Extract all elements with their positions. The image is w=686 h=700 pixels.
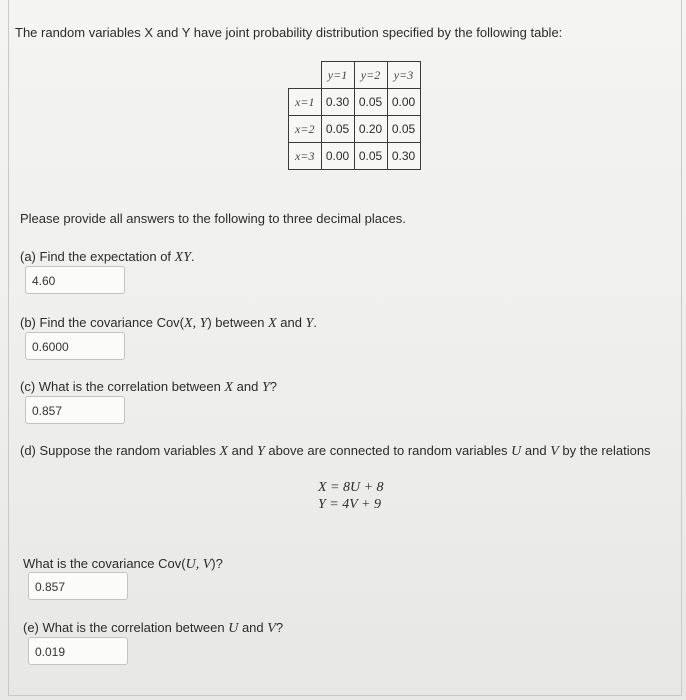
part-b-question: (b) Find the covariance Cov(X, Y) between X and Y. — [20, 315, 317, 331]
part-a-answer-input[interactable]: 4.60 — [25, 266, 125, 294]
table-corner — [289, 62, 322, 89]
table-cell: 0.00 — [321, 143, 354, 170]
table-cell: 0.05 — [354, 89, 387, 116]
table-cell: 0.00 — [387, 89, 420, 116]
table-cell: 0.30 — [387, 143, 420, 170]
part-a-question: (a) Find the expectation of XY. — [20, 249, 195, 265]
part-d-question: (d) Suppose the random variables X and Y above are connected to random variables U and V by the relations — [20, 443, 651, 459]
col-header: y=1 — [321, 62, 354, 89]
relation-equation-y: Y = 4V + 9 — [318, 497, 381, 512]
part-b-answer-input[interactable]: 0.6000 — [25, 332, 125, 360]
part-c-question: (c) What is the correlation between X and Y? — [20, 379, 277, 395]
joint-distribution-table — [288, 61, 421, 170]
intro-text: The random variables X and Y have joint probability distribution specified by the following table: — [15, 25, 563, 40]
col-header: y=3 — [387, 62, 420, 89]
col-header: y=2 — [354, 62, 387, 89]
table-row — [289, 143, 421, 170]
table-cell: 0.05 — [387, 116, 420, 143]
row-header: x=1 — [289, 89, 322, 116]
table-header-row — [289, 62, 421, 89]
table-cell: 0.30 — [321, 89, 354, 116]
part-d-subquestion: What is the covariance Cov(U, V)? — [23, 556, 223, 572]
part-e-answer-input[interactable]: 0.019 — [28, 637, 128, 665]
table-cell: 0.05 — [321, 116, 354, 143]
row-header: x=2 — [289, 116, 322, 143]
part-c-answer-input[interactable]: 0.857 — [25, 396, 125, 424]
table-row — [289, 89, 421, 116]
part-d-answer-input[interactable]: 0.857 — [28, 572, 128, 600]
table-row — [289, 116, 421, 143]
part-e-question: (e) What is the correlation between U and V? — [23, 620, 284, 636]
instruction-text: Please provide all answers to the following to three decimal places. — [20, 211, 406, 226]
table-cell: 0.05 — [354, 143, 387, 170]
table-cell: 0.20 — [354, 116, 387, 143]
row-header: x=3 — [289, 143, 322, 170]
relation-equation-x: X = 8U + 8 — [318, 480, 384, 495]
